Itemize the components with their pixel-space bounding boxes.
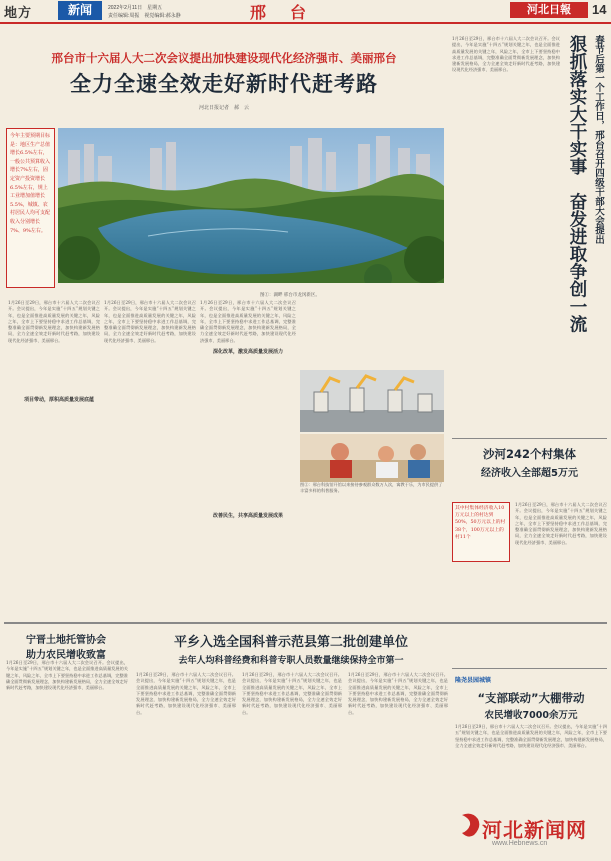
hebnews-brand: 河北新闻网 — [482, 818, 587, 842]
lead-headline-block — [4, 42, 444, 128]
masthead — [0, 0, 611, 22]
lead-subhead-2: 深化改革，激发高质量发展活力 — [213, 349, 284, 355]
lower-divider — [4, 622, 607, 624]
longyao-headline-1[interactable]: “支部联动”大棚带动 — [477, 691, 585, 705]
stats-box — [6, 128, 55, 288]
pingxiang-body-col1: 1月26日至29日，邢台市十六届人大二次会议召开。会议提出，今年是实施“十四五”规划关键之年，也是全面推进高质量发展的关键之年，风险之年，全市上下要坚持稳中求进工作总基调，完整准确全面贯彻新发展理念，加快构建新发展格局，全力全速全效走好新时代赶考路，加快建设现代化经济强市、美丽邢台。 — [136, 672, 236, 715]
right-kicker: 春节后第一个工作日，邢台召开四级干部大会提出 — [593, 35, 604, 244]
lead-body-col3: 1月26日至29日，邢台市十六届人大二次会议召开。会议提出，今年是实施“十四五”规划关键之年，也是全面推进高质量发展的关键之年，风险之年，全市上下要坚持稳中求进工作总基调，完整准确全面贯彻新发展理念，加快构建新发展格局，全力全速全效走好新时代赶考路，加快建设现代化经济强市、美丽邢台。 — [200, 300, 296, 343]
hebnews-logo-icon — [458, 813, 482, 839]
lead-subhead-1: 项目带动，厚积高质量发展底蕴 — [24, 397, 95, 403]
science-museum-image — [300, 434, 444, 482]
shahe-headline-2[interactable]: 经济收入全部超5万元 — [481, 468, 578, 479]
factory-robots-photo — [300, 370, 444, 432]
pingxiang-body-col2: 1月26日至29日，邢台市十六届人大二次会议召开。会议提出，今年是实施“十四五”规划关键之年，也是全面推进高质量发展的关键之年，风险之年，全市上下要坚持稳中求进工作总基调，完整准确全面贯彻新发展理念，加快构建新发展格局，全力全速全效走好新时代赶考路，加快建设现代化经济强市、美丽邢台。 — [242, 672, 342, 715]
robots-image — [300, 370, 444, 432]
lead-photo-caption: 图①：湖畔 邢台市龙冈新区。 — [260, 293, 320, 298]
shahe-body-text: 1月26日至29日，邢台市十六届人大二次会议召开。会议提出，今年是实施“十四五”规划关键之年，也是全面推进高质量发展的关键之年，风险之年，全市上下要坚持稳中求进工作总基调，完整准确全面贯彻新发展理念，加快构建新发展格局，全力全速全效走好新时代赶考路，加快建设现代化经济强市、美丽邢台。 — [515, 502, 607, 545]
pingxiang-headline[interactable]: 平乡入选全国科普示范县第二批创建单位 — [173, 635, 408, 650]
header-rule — [0, 22, 611, 24]
longyao-kicker: 隆尧县园城镇 — [455, 677, 492, 684]
lead-body-col1: 1月26日至29日，邢台市十六届人大二次会议召开。会议提出，今年是实施“十四五”规划关键之年，也是全面推进高质量发展的关键之年，风险之年，全市上下要坚持稳中求进工作总基调，完整准确全面贯彻新发展理念，加快构建新发展格局，全力全速全效走好新时代赶考路，加快建设现代化经济强市、美丽邢台。 — [8, 300, 100, 343]
longyao-headline-2[interactable]: 农民增收7000余万元 — [484, 710, 578, 721]
hebnews-site: www.Hebnews.cn — [492, 840, 548, 847]
right-headline[interactable]: 狠抓落实大干实事 奋发进取争创一流 — [567, 35, 587, 333]
lead-photo-city-lake — [58, 128, 444, 283]
shahe-headline-1[interactable]: 沙河242个村集体 — [482, 447, 576, 461]
lead-kicker: 邢台市十六届人大二次会议提出加快建设现代化经济强市、美丽邢台 — [51, 51, 397, 65]
ningjin-headline-1[interactable]: 宁晋土地托管协会 — [26, 635, 106, 646]
lead-body-col2: 1月26日至29日，邢台市十六届人大二次会议召开。会议提出，今年是实施“十四五”规划关键之年，也是全面推进高质量发展的关键之年，风险之年，全市上下要坚持稳中求进工作总基调，完整准确全面贯彻新发展理念，加快构建新发展格局，全力全速全效走好新时代赶考路，加快建设现代化经济强市、美丽邢台。 — [104, 300, 196, 343]
editor-line: 责任编辑:周振 视觉编辑:郝永静 — [108, 13, 181, 19]
longyao-divider — [452, 668, 607, 669]
pingxiang-subheadline: 去年人均科普经费和科普专职人员数量继续保持全市第一 — [178, 656, 404, 666]
ningjin-headline-2[interactable]: 助力农民增收致富 — [26, 650, 106, 661]
science-museum-photo — [300, 434, 444, 482]
ningjin-body-text: 1月26日至29日，邢台市十六届人大二次会议召开。会议提出，今年是实施“十四五”规划关键之年，也是全面推进高质量发展的关键之年，风险之年，全市上下要坚持稳中求进工作总基调，完整准确全面贯彻新发展理念，加快构建新发展格局，全力全速全效走好新时代赶考路，加快建设现代化经济强市、美丽邢台。 — [6, 660, 128, 691]
date-line: 2022年2月11日 星期五 — [108, 5, 163, 11]
lead-headline[interactable]: 全力全速全效走好新时代赶考路 — [70, 72, 378, 96]
city-lake-image — [58, 128, 444, 283]
shahe-highlight-text: 其中村集体经济收入10万元以上的村达到50%，50万元以上的村38个，100万元以上的村11个 — [455, 506, 506, 540]
shahe-highlight-box — [452, 502, 510, 562]
section-label: 地方 — [4, 6, 33, 21]
stats-text: 今年主要预期目标是：地区生产总值增长6.5%左右，一般公共预算收入增长7%左右，固定资产投资增长6.5%左右，规上工业增加值增长5.5%，城镇、农村居民人均可支配收入分别增长7%、9%左右。 — [10, 133, 51, 234]
lead-byline: 河北日报记者 郝 云 — [198, 105, 249, 111]
section-tag: 新闻 — [58, 1, 102, 20]
page-number: 14 — [592, 2, 607, 17]
hebnews-watermark — [458, 810, 608, 856]
longyao-body-text: 1月26日至29日，邢台市十六届人大二次会议召开。会议提出，今年是实施“十四五”规划关键之年，也是全面推进高质量发展的关键之年，风险之年，全市上下要坚持稳中求进工作总基调，完整准确全面贯彻新发展理念，加快构建新发展格局，全力全速全效走好新时代赶考路，加快建设现代化经济强市、美丽邢台。 — [455, 724, 607, 748]
pingxiang-body-col3: 1月26日至29日，邢台市十六届人大二次会议召开。会议提出，今年是实施“十四五”规划关键之年，也是全面推进高质量发展的关键之年，风险之年，全市上下要坚持稳中求进工作总基调，完整准确全面贯彻新发展理念，加快构建新发展格局，全力全速全效走好新时代赶考路，加快建设现代化经济强市、美丽邢台。 — [348, 672, 448, 715]
lead-subhead-3: 改善民生，共享高质量发展成果 — [213, 513, 284, 519]
right-body-text: 1月26日至29日，邢台市十六届人大二次会议召开。会议提出，今年是实施“十四五”规划关键之年，也是全面推进高质量发展的关键之年，风险之年，全市上下要坚持稳中求进工作总基调，完整准确全面贯彻新发展理念，加快构建新发展格局，全力全速全效走好新时代赶考路，加快建设现代化经济强市、美丽邢台。 — [452, 36, 560, 73]
science-museum-caption: 图②：邢台科技馆开馆以来接待参观群众数万人次，寓教于乐，为市民提供了丰富多样的科普服务。 — [300, 482, 443, 493]
right-divider — [452, 438, 607, 439]
page-title: 邢 台 — [250, 3, 311, 22]
paper-logo: 河北日報 — [510, 2, 588, 18]
